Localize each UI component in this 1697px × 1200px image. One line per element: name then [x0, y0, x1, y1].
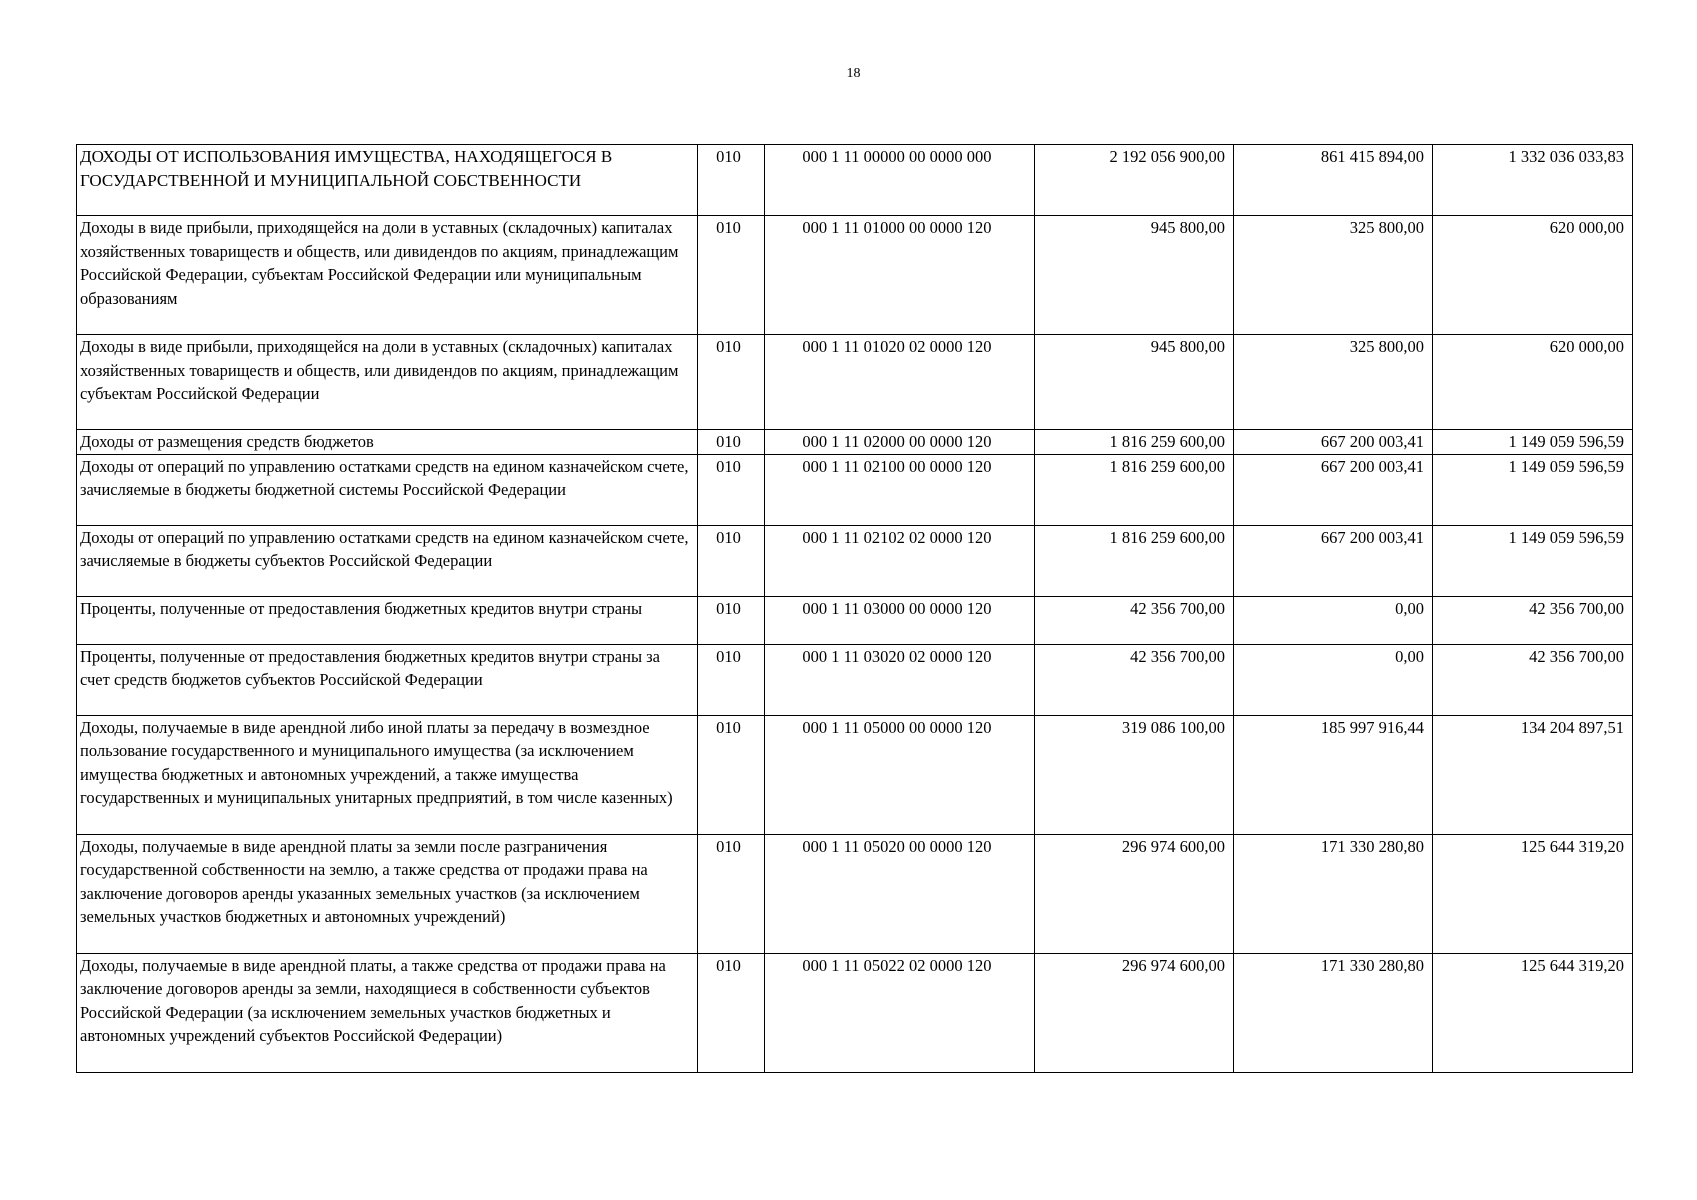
table-row	[77, 953, 1633, 1072]
table-row	[77, 430, 1633, 455]
row-line-code: 010	[698, 216, 765, 335]
row-line-code: 010	[698, 525, 765, 596]
row-approved-amount: 945 800,00	[1035, 216, 1234, 335]
row-unexecuted-amount: 125 644 319,20	[1433, 953, 1633, 1072]
row-classification-code: 000 1 11 03020 02 0000 120	[765, 644, 1035, 715]
row-classification-code: 000 1 11 00000 00 0000 000	[765, 145, 1035, 216]
row-line-code: 010	[698, 596, 765, 644]
row-unexecuted-amount: 134 204 897,51	[1433, 715, 1633, 834]
row-approved-amount: 296 974 600,00	[1035, 834, 1234, 953]
row-executed-amount: 667 200 003,41	[1234, 525, 1433, 596]
row-unexecuted-amount: 1 149 059 596,59	[1433, 525, 1633, 596]
row-unexecuted-amount: 620 000,00	[1433, 216, 1633, 335]
row-name: Проценты, полученные от предоставления бюджетных кредитов внутри страны	[77, 596, 698, 644]
row-line-code: 010	[698, 834, 765, 953]
row-unexecuted-amount: 1 332 036 033,83	[1433, 145, 1633, 216]
table-row	[77, 715, 1633, 834]
row-line-code: 010	[698, 430, 765, 455]
row-approved-amount: 1 816 259 600,00	[1035, 430, 1234, 455]
row-name: ДОХОДЫ ОТ ИСПОЛЬЗОВАНИЯ ИМУЩЕСТВА, НАХОДЯЩЕГОСЯ В ГОСУДАРСТВЕННОЙ И МУНИЦИПАЛЬНОЙ СОБСТВЕННОСТИ	[77, 145, 698, 216]
row-line-code: 010	[698, 335, 765, 430]
row-executed-amount: 171 330 280,80	[1234, 953, 1433, 1072]
row-unexecuted-amount: 1 149 059 596,59	[1433, 430, 1633, 455]
row-unexecuted-amount: 125 644 319,20	[1433, 834, 1633, 953]
table-row	[77, 596, 1633, 644]
row-approved-amount: 945 800,00	[1035, 335, 1234, 430]
row-classification-code: 000 1 11 05020 00 0000 120	[765, 834, 1035, 953]
row-name: Проценты, полученные от предоставления бюджетных кредитов внутри страны за счет средств бюджетов субъектов Российской Федерации	[77, 644, 698, 715]
row-classification-code: 000 1 11 02000 00 0000 120	[765, 430, 1035, 455]
row-unexecuted-amount: 620 000,00	[1433, 335, 1633, 430]
row-classification-code: 000 1 11 03000 00 0000 120	[765, 596, 1035, 644]
row-name: Доходы, получаемые в виде арендной либо иной платы за передачу в возмездное пользование государственного и муниципального имущества (за исключением имущества бюджетных и автономных учреждений, а также имущества государственных и муниципальных унитарных предприятий, в том числе казенных)	[77, 715, 698, 834]
row-name: Доходы, получаемые в виде арендной платы за земли после разграничения государственной собственности на землю, а также средства от продажи права на заключение договоров аренды указанных земельных участков (за исключением земельных участков бюджетных и автономных учреждений)	[77, 834, 698, 953]
row-unexecuted-amount: 42 356 700,00	[1433, 596, 1633, 644]
table-row	[77, 525, 1633, 596]
row-line-code: 010	[698, 715, 765, 834]
row-executed-amount: 0,00	[1234, 596, 1433, 644]
row-name: Доходы в виде прибыли, приходящейся на доли в уставных (складочных) капиталах хозяйственных товариществ и обществ, или дивидендов по акциям, принадлежащим субъектам Российской Федерации	[77, 335, 698, 430]
row-line-code: 010	[698, 145, 765, 216]
row-approved-amount: 2 192 056 900,00	[1035, 145, 1234, 216]
row-executed-amount: 0,00	[1234, 644, 1433, 715]
row-line-code: 010	[698, 953, 765, 1072]
row-name: Доходы от операций по управлению остатками средств на едином казначейском счете, зачисляемые в бюджеты субъектов Российской Федерации	[77, 525, 698, 596]
row-name: Доходы в виде прибыли, приходящейся на доли в уставных (складочных) капиталах хозяйственных товариществ и обществ, или дивидендов по акциям, принадлежащим Российской Федерации, субъектам Российской Федерации или муниципальным образованиям	[77, 216, 698, 335]
row-name: Доходы от операций по управлению остатками средств на едином казначейском счете, зачисляемые в бюджеты бюджетной системы Российской Федерации	[77, 454, 698, 525]
row-line-code: 010	[698, 454, 765, 525]
row-name: Доходы, получаемые в виде арендной платы, а также средства от продажи права на заключение договоров аренды за земли, находящиеся в собственности субъектов Российской Федерации (за исключением земельных участков бюджетных и автономных учреждений субъектов Российской Федерации)	[77, 953, 698, 1072]
table-row	[77, 644, 1633, 715]
row-line-code: 010	[698, 644, 765, 715]
table-row	[77, 145, 1633, 216]
table-row	[77, 834, 1633, 953]
row-classification-code: 000 1 11 05022 02 0000 120	[765, 953, 1035, 1072]
table-row	[77, 216, 1633, 335]
row-classification-code: 000 1 11 01000 00 0000 120	[765, 216, 1035, 335]
row-unexecuted-amount: 42 356 700,00	[1433, 644, 1633, 715]
row-approved-amount: 1 816 259 600,00	[1035, 454, 1234, 525]
row-executed-amount: 171 330 280,80	[1234, 834, 1433, 953]
row-executed-amount: 667 200 003,41	[1234, 454, 1433, 525]
row-classification-code: 000 1 11 02102 02 0000 120	[765, 525, 1035, 596]
row-executed-amount: 185 997 916,44	[1234, 715, 1433, 834]
row-classification-code: 000 1 11 05000 00 0000 120	[765, 715, 1035, 834]
row-classification-code: 000 1 11 01020 02 0000 120	[765, 335, 1035, 430]
revenue-table	[76, 144, 1633, 1073]
page-number: 18	[846, 66, 861, 81]
row-executed-amount: 861 415 894,00	[1234, 145, 1433, 216]
row-executed-amount: 325 800,00	[1234, 216, 1433, 335]
row-classification-code: 000 1 11 02100 00 0000 120	[765, 454, 1035, 525]
row-executed-amount: 325 800,00	[1234, 335, 1433, 430]
row-name: Доходы от размещения средств бюджетов	[77, 430, 698, 455]
row-executed-amount: 667 200 003,41	[1234, 430, 1433, 455]
row-approved-amount: 1 816 259 600,00	[1035, 525, 1234, 596]
row-approved-amount: 319 086 100,00	[1035, 715, 1234, 834]
row-approved-amount: 42 356 700,00	[1035, 644, 1234, 715]
table-row	[77, 335, 1633, 430]
row-approved-amount: 296 974 600,00	[1035, 953, 1234, 1072]
row-approved-amount: 42 356 700,00	[1035, 596, 1234, 644]
table-row	[77, 454, 1633, 525]
row-unexecuted-amount: 1 149 059 596,59	[1433, 454, 1633, 525]
